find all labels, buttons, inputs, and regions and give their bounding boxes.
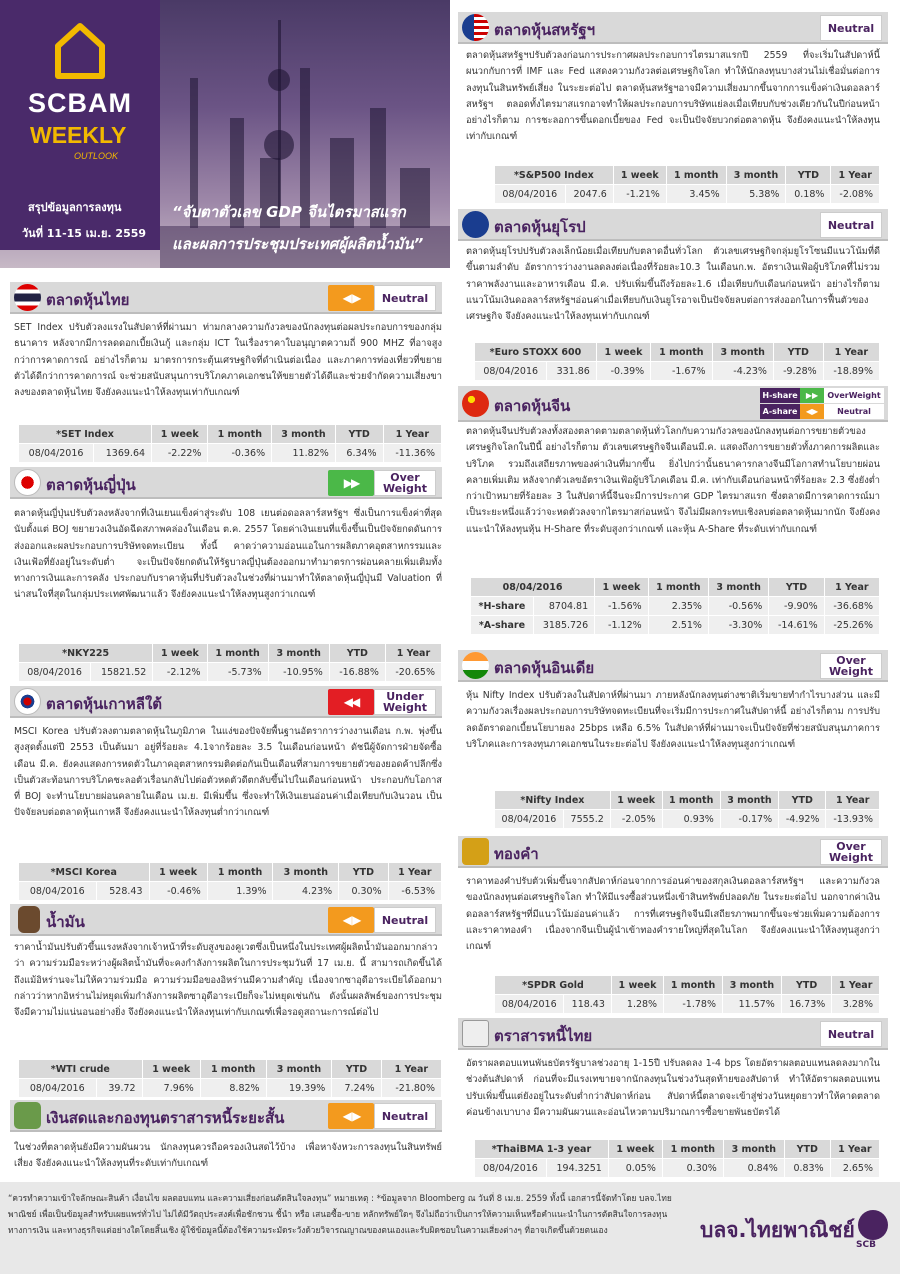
section-text: ตลาดหุ้นสหรัฐฯปรับตัวลงก่อนการประกาศผลประกอบการไตรมาสแรกปี 2559 ที่จะเริ่มในสัปดาห์นี้ ผนวกกับการที่ IMF และ Fed แสดงความกังวลต่อเศรษฐกิจโลก ทำให้นักลงทุนบางส่วนไม่เชื่อมั่นต่อการลงทุนในสินทรัพย์เสี่ยง ในระยะต่อไป ตลาดหุ้นสหรัฐฯอาจมีความเสี่ยงมากขึ้นจากการแข็งค่าเงินดอลลาร์สหรัฐฯ ตลอดทั้งไตรมาสแรกอาจทำให้ผลประกอบการบริษัทแย่ลงเมื่อเทียบกับช่วงเดียวกันในปีก่อนหน้า อย่างไรก็ตาม การชะลอการขึ้นดอกเบี้ยของ Fed จะเป็นปัจจัยบวกต่อตลาดหุ้น จึงยังคงแนะนำให้ลงทุนเท่ากับเกณฑ์: [466, 50, 880, 143]
rating-label: Over Weight: [374, 470, 436, 496]
section-text: MSCI Korea ปรับตัวลงตามตลาดหุ้นในภูมิภาค ในแง่ของปัจจัยพื้นฐานอัตราการว่างงานเดือน ก.พ. พุ่งขึ้นสูงสุดตั้งแต่ปี 2553 เป็นต้นมา อยู่ที่ร้อยละ 4.1จากร้อยละ 3.5 ในเดือนก่อนหน้า ดัชนีผู้จัดการฝ่ายจัดซื้อเดือน มี.ค. ยังคงแสดงการหดตัวในภาคอุตสาหกรรมติดต่อกันเป็นเดือนที่สามการขยายตัวของยอดค้าปลีกซึ่งเป็นตัวสะท้อนการบริโภคชะลอตัวเรื่อนกลับไปต่อตัวหดตัวดีตกลับขึ้นไปในเดือนก่อนหน้า ประกอบกับโอกาสที่ BOJ จะทำนโยบายผ่อนคลายในเดือน เม.ย. มีเพิ่มขึ้น ซึ่งจะทำให้เงินเยนอ่อนค่าเมื่อเทียบกับเงินวอน เป็นปัจจัยลบต่อตลาดหุ้นเกาหลี จึงยังคงแนะนำให้ลงทุนต่ำกว่าเกณฑ์: [14, 726, 442, 819]
eu-flag-icon: [462, 211, 489, 238]
section-text: SET Index ปรับตัวลงแรงในสัปดาห์ที่ผ่านมา ท่ามกลางความกังวลของนักลงทุนต่อผลประกอบการของกลุ่มธนาคาร หลังจากมีการลดดอกเบี้ยเงินกู้ และกลุ่ม ICT ในเรื่องราคาใบอนุญาตความถี่ 900 MHZ ที่อาจสูงกว่าการคาดการณ์ อย่างไรก็ตาม มาตรการกระตุ้นเศรษฐกิจที่ดำเนินต่อเนื่อง และภาคการท่องเที่ยวที่ขยายตัวได้ดีกว่าการคาดการณ์ จะช่วยสนับสนุนการบริโภคภาคเอกชนให้ขยายตัวได้ดีและช่วยจำกัดความเสี่ยงขาลงของตลาดหุ้นไทย จึงยังคงแนะนำให้ลงทุนเท่ากับเกณฑ์: [14, 322, 442, 399]
section-title: ตลาดหุ้นยุโรป: [494, 218, 586, 236]
rating-badge: [820, 212, 882, 238]
overweight-arrows-icon: ▶▶: [800, 388, 824, 403]
section-text: ราคาทองคำปรับตัวเพิ่มขึ้นจากสัปดาห์ก่อนจากการอ่อนค่าของสกุลเงินดอลลาร์สหรัฐฯ และความกังวลของนักลงทุนต่อเศรษฐกิจโลก ทำให้มีแรงซื้อส่วนหนึ่งเข้าสินทรัพย์ปลอดภัย ในระยะต่อไป นอกจากค่าเงินดอลลาร์สหรัฐฯที่มีแนวโน้มอ่อนค่าแล้ว การที่เศรษฐกิจจีนมีเสถียรภาพมากขึ้นจะช่วยเพิ่มความต้องการและราคาทองคำ เนื่องจากจีนเป็นผู้นำเข้าทองคำรายใหญ่ที่สุดในโลก จึงยังคงแนะนำให้ลงทุนสูงกว่าเกณฑ์: [466, 876, 880, 953]
thai-flag-icon: [14, 284, 41, 311]
rating-badge: [820, 1021, 882, 1047]
rating-badge: [328, 907, 436, 933]
index-table: *NKY225 1 week 1 month 3 month YTD 1 Year 08/04/2016 15821.52 -2.12% -5.73% -10.95% -16.88% -20.65%: [18, 643, 442, 682]
brand-outlook: OUTLOOK: [74, 151, 119, 161]
rating-label: Neutral: [820, 15, 882, 41]
footer-logo: บลจ.ไทยพาณิชย์: [700, 1218, 855, 1242]
ashare-rating: A-share ◀▶ Neutral: [760, 404, 884, 419]
section-text: ราคาน้ำมันปรับตัวขึ้นแรงหลังจากเจ้าหน้าที่ระดับสูงของคูเวตซึ่งเป็นหนึ่งในประเทศผู้ผลิตน้ำมันออกมากล่าวว่า ความร่วมมือระหว่างผู้ผลิตน้ำมันที่จะคงกำลังการผลิตในการประชุมวันที่ 17 เม.ย. นี้ สามารถเกิดขึ้นได้ถึงแม้อิหร่านจะไม่ให้ความร่วมมือ ความร่วมมือของอิหร่านมีความสำคัญ เนื่องจากซาอุดีอาระเบียได้ออกมากล่าวว่าหากอิหร่านไม่หยุดเพิ่มกำลังการผลิตซาอุดีอาระเบียก็จะไม่หยุดเช่นกัน ดังนั้นผลลัพธ์ของการประชุมจึงมีความไม่แน่นอนอย่างยิ่ง จึงยังคงแนะนำให้ลงทุนเท่ากับเกณฑ์เพื่อรอดูสถานะการณ์ต่อไป: [14, 942, 442, 1019]
neutral-arrows-icon: ◀ ▶: [328, 907, 374, 933]
section-india-header: [458, 650, 888, 682]
hshare-rating: H-share ▶▶ OverWeight: [760, 388, 884, 403]
tower-silhouette: [250, 20, 310, 210]
section-gold-header: [458, 836, 888, 868]
section-text: อัตราผลตอบแทนพันธบัตรรัฐบาลช่วงอายุ 1-15ปี ปรับลดลง 1-4 bps โดยอัตราผลตอบแทนลดลงมากในช่วงต้นสัปดาห์ ก่อนที่จะมีแรงเทขายจากนักลงทุนในช่วงวันสุดท้ายของสัปดาห์ ทำให้อัตราผลตอบแทนปรับเพิ่มขึ้นแต่ยังอยู่ในระดับต่ำกว่าสัปดาห์ก่อน สัปดาห์นี้ตลาดจะเข้าสู่ช่วงวันหยุดยาวทำให้คาดตลาดค่อนข้างเบาบาง มีความผันผวนและอ่อนไหวตามปริมาณการซื้อขายพันธบัตรได้: [466, 1058, 880, 1118]
section-cash-header: [10, 1100, 442, 1132]
section-bond-header: [458, 1018, 888, 1050]
underweight-arrows-icon: ◀◀: [328, 689, 374, 715]
section-title: ทองคำ: [494, 845, 539, 863]
overweight-arrows-icon: ▶▶: [328, 470, 374, 496]
section-text: ตลาดหุ้นญี่ปุ่นปรับตัวลงหลังจากที่เงินเยนแข็งค่าสู่ระดับ 108 เยนต่อดอลลาร์สหรัฐฯ ซึ่งเป็นการแข็งค่าที่สุดนับตั้งแต่ BOJ ขยายวงเงินอัดฉีดสภาพคล่องในเดือน ต.ค. 2557 โดยค่าเงินเยนที่แข็งขึ้นเป็นปัจจัยกดดันการส่งออกและผลประกอบการบริษัทจดทะเบียน ทั้งนี้ คาดว่าความอ่อนแอในการผลิตภาคอุตสาหกรรมและเงินเฟ้อที่ยังอยู่ในระดับต่ำ จะเป็นปัจจัยกดดันให้รัฐบาลญี่ปุ่นต้องออกมาทำมาตรการผ่อนคลายเพิ่มเติมทั้งทางการเงินและการคลัง ประกอบกับราคาหุ้นที่ปรับตัวลงในช่วงที่ผ่านมาทำให้ตลาดหุ้นญี่ปุ่นมี Valuation ที่น่าสนใจที่สุดในกลุ่มประเทศพัฒนาแล้ว จึงยังคงแนะนำให้ลงทุนสูงกว่าเกณฑ์: [14, 508, 442, 601]
index-table: *Euro STOXX 600 1 week 1 month 3 month YTD 1 Year 08/04/2016 331.86 -0.39% -1.67% -4.23% -9.28% -18.89%: [474, 342, 880, 381]
section-oil-header: [10, 904, 442, 936]
rating-badge: [820, 653, 882, 679]
cash-icon: [14, 1102, 41, 1129]
rating-label: Neutral: [374, 285, 436, 311]
section-japan-header: [10, 467, 442, 499]
section-text: หุ้น Nifty Index ปรับตัวลงในสัปดาห์ที่ผ่านมา ภายหลังนักลงทุนต่างชาติเริ่มขายทำกำไรบางส่วน และมีความกังวลเรื่องผลประกอบการบริษัทจดทะเบียนที่จะเริ่มมีการประกาศในสัปดาห์นี้ อย่างไรก็ตาม การปรับลดอัตราดอกเบี้ยนโยบายลง 25bps เหลือ 6.5% ในสัปดาห์ที่ผ่านมาจะเป็นปัจจัยที่ช่วยสนับสนุนภาคการบริโภคและการลงทุนภาคเอกชนในระยะต่อไป จึงยังคงแนะนำให้ลงทุนสูงกว่าเกณฑ์: [466, 690, 880, 750]
section-thai-header: [10, 282, 442, 314]
rating-label: Under Weight: [374, 689, 436, 715]
section-title: ตลาดหุ้นจีน: [494, 397, 571, 415]
headline-line-2: และผลการประชุมประเทศผู้ผลิตน้ำมัน”: [172, 235, 424, 253]
section-title: เงินสดและกองทุนตราสารหนี้ระยะสั้น: [46, 1109, 285, 1127]
section-europe-header: [458, 209, 888, 241]
rating-label: Over Weight: [820, 839, 882, 865]
rating-badge: [328, 1103, 436, 1129]
rating-badge: [328, 689, 436, 715]
china-flag-icon: [462, 390, 489, 417]
index-table: 08/04/2016 1 week 1 month 3 month YTD 1 Year *H-share 8704.81 -1.56% 2.35% -0.56% -9.90% -36.68% *A-share 3185.726 -1.12% 2.51% -3.30% -14.61% -25.26%: [470, 577, 880, 635]
section-title: ตลาดหุ้นเกาหลีใต้: [46, 695, 163, 713]
index-table: *SPDR Gold 1 week 1 month 3 month YTD 1 Year 08/04/2016 118.43 1.28% -1.78% 11.57% 16.73% 3.28%: [494, 975, 880, 1014]
rating-label: Neutral: [374, 1103, 436, 1129]
section-title: ตลาดหุ้นสหรัฐฯ: [494, 21, 596, 39]
date-range: วันที่ 11-15 เม.ย. 2559: [22, 227, 147, 240]
rating-label: Over Weight: [820, 653, 882, 679]
section-text: ตลาดหุ้นจีนปรับตัวลงทั้งสองตลาดตามตลาดหุ้นทั่วโลกกับความกังวลของนักลงทุนต่อการขยายตัวของเศรษฐกิจโลกในปีนี้ อย่างไรก็ตาม ตัวเลขเศรษฐกิจจีนเดือนมี.ค. แสดงถึงการขยายตัวทั้งภาคการผลิตและบริโภค รวมถึงเสถียรภาพของค่าเงินที่มากขึ้น ยิ่งไปกว่านั้นธนาคารกลางจีนมีโอกาสทำนโยบายผ่อนคลายเพิ่มเติม หลังจากตัวเลขอัตราเงินเฟ้อผู้บริโภคเดือน มี.ค. เท่ากับเดือนก่อนหน้าที่ร้อยละ 2.3 ซึ่งยังต่ำกว่าเป้าหมายที่ร้อยละ 3 ในสัปดาห์นี้จีนจะมีการประกาศ GDP ไตรมาสแรก ซึ่งตลาดมีการคาดการณ์มาเป็นระยะหนึ่งแล้วว่าจะหดตัวลงจากไตรมาสก่อนหน้า จึงไม่มีผลกระทบเชิงลบต่อตลาดหุ้นมากนัก จึงยังคงแนะนำให้ลงทุนหุ้น H-Share ที่ระดับสูงกว่าเกณฑ์ และหุ้น A-Share ที่ระดับเท่ากับเกณฑ์: [466, 426, 880, 535]
section-text: ในช่วงที่ตลาดหุ้นยังมีความผันผวน นักลงทุนควรถือครองเงินสดไว้บ้าง เพื่อหาจังหวะการลงทุนในสินทรัพย์เสี่ยง จึงยังคงแนะนำให้ลงทุนที่ระดับเท่ากับเกณฑ์: [14, 1142, 442, 1170]
neutral-arrows-icon: ◀▶: [800, 404, 824, 419]
gold-bars-icon: [462, 838, 489, 865]
rating-label: Neutral: [820, 212, 882, 238]
index-table: *SET Index 1 week 1 month 3 month YTD 1 Year 08/04/2016 1369.64 -2.22% -0.36% 11.82% 6.34% -11.36%: [18, 424, 442, 463]
footer-scb: SCB: [856, 1240, 876, 1250]
section-title: น้ำมัน: [46, 913, 85, 931]
index-table: *ThaiBMA 1-3 year 1 week 1 month 3 month YTD 1 Year 08/04/2016 194.3251 0.05% 0.30% 0.84% 0.83% 2.65%: [474, 1139, 880, 1178]
rating-badge: [820, 839, 882, 865]
rating-badge: [328, 470, 436, 496]
oil-barrel-icon: [18, 906, 40, 933]
brand-name: SCBAM: [28, 88, 132, 118]
rating-badge: [328, 285, 436, 311]
us-flag-icon: [462, 14, 489, 41]
section-title: ตลาดหุ้นญี่ปุ่น: [46, 476, 136, 494]
headline-line-1: “จับตาตัวเลข GDP จีนไตรมาสแรก: [172, 203, 406, 221]
disclaimer-text: “ควรทำความเข้าใจลักษณะสินค้า เงื่อนไข ผลตอบแทน และความเสี่ยงก่อนตัดสินใจลงทุน” หมายเหตุ : *ข้อมูลจาก Bloomberg ณ วันที่ 8 เม.ย. 2559 ทั้งนี้ เอกสารนี้จัดทำโดย บลจ.ไทยพาณิชย์ เพื่อเป็นข้อมูลสำหรับเผยแพร่ทั่วไป ไม่ได้มีวัตถุประสงค์เพื่อชักชวน ชี้นำ หรือ เสนอซื้อ-ขาย หลักทรัพย์ใดๆ จึงไม่ถือว่าเป็นการให้ความเห็นหรือคำแนะนำในการตัดสินใจการลงทุนทางการเงิน และทางธุรกิจแต่อย่างใดโดยสิ้นเชิง ผู้ใช้ข้อมูลนี้ต้องใช้ความระมัดระวังด้วยวิจารณญาณของตนเองและรับผิดชอบในความเสี่ยงต่างๆ ที่อาจเกิดขึ้นด้วยตนเอง: [8, 1193, 672, 1235]
summary-label: สรุปข้อมูลการลงทุน: [28, 201, 122, 214]
section-korea-header: [10, 686, 442, 718]
index-table: *WTI crude 1 week 1 month 3 month YTD 1 Year 08/04/2016 39.72 7.96% 8.82% 19.39% 7.24% -21.80%: [18, 1059, 442, 1098]
rating-label: Neutral: [820, 1021, 882, 1047]
japan-flag-icon: [14, 469, 41, 496]
bond-certificate-icon: [462, 1020, 489, 1047]
index-table: *Nifty Index 1 week 1 month 3 month YTD 1 Year 08/04/2016 7555.2 -2.05% 0.93% -0.17% -4.92% -13.93%: [494, 790, 880, 829]
rating-label: Neutral: [374, 907, 436, 933]
section-us-header: [458, 12, 888, 44]
korea-flag-icon: [14, 688, 41, 715]
section-title: ตลาดหุ้นอินเดีย: [494, 659, 595, 677]
india-flag-icon: [462, 652, 489, 679]
section-china-header: [458, 386, 888, 422]
section-title: ตราสารหนี้ไทย: [494, 1027, 593, 1045]
brand-weekly: WEEKLY: [30, 122, 127, 148]
section-text: ตลาดหุ้นยุโรปปรับตัวลงเล็กน้อยเมื่อเทียบกับตลาดอื่นทั่วโลก ตัวเลขเศรษฐกิจกลุ่มยูโรโซนมีแนวโน้มที่ดีขึ้นตามลำดับ อัตราการว่างงานลดลงต่อเนื่องที่ร้อยละ10.3 ในเดือนก.พ. อัตราเงินเฟ้อผู้บริโภคที่ไม่รวมราคาพลังงานและอาหารเดือน มี.ค. ปรับเพิ่มขึ้นถึงร้อยละ1.6 เมื่อเทียบกับเดือนก่อนหน้า อย่างไรก็ตาม แนวโน้มเงินดอลลาร์สหรัฐฯอ่อนค่าเมื่อเทียบกับเงินยูโรอาจเป็นปัจจัยลบต่อการส่งออกในการฟื้นตัวของเศรษฐกิจ จึงยังคงแนะนำให้ลงทุนเท่ากับเกณฑ์: [466, 246, 880, 323]
index-table: *MSCI Korea 1 week 1 month 3 month YTD 1 Year 08/04/2016 528.43 -0.46% 1.39% 4.23% 0.30% -6.53%: [18, 862, 442, 901]
neutral-arrows-icon: ◀ ▶: [328, 285, 374, 311]
section-title: ตลาดหุ้นไทย: [46, 291, 130, 309]
rating-badge: [820, 15, 882, 41]
scb-emblem-icon: [858, 1210, 888, 1240]
scbam-logo-icon: [50, 22, 110, 84]
neutral-arrows-icon: ◀ ▶: [328, 1103, 374, 1129]
index-table: *S&P500 Index 1 week 1 month 3 month YTD 1 Year 08/04/2016 2047.6 -1.21% 3.45% 5.38% 0.18% -2.08%: [494, 165, 880, 204]
